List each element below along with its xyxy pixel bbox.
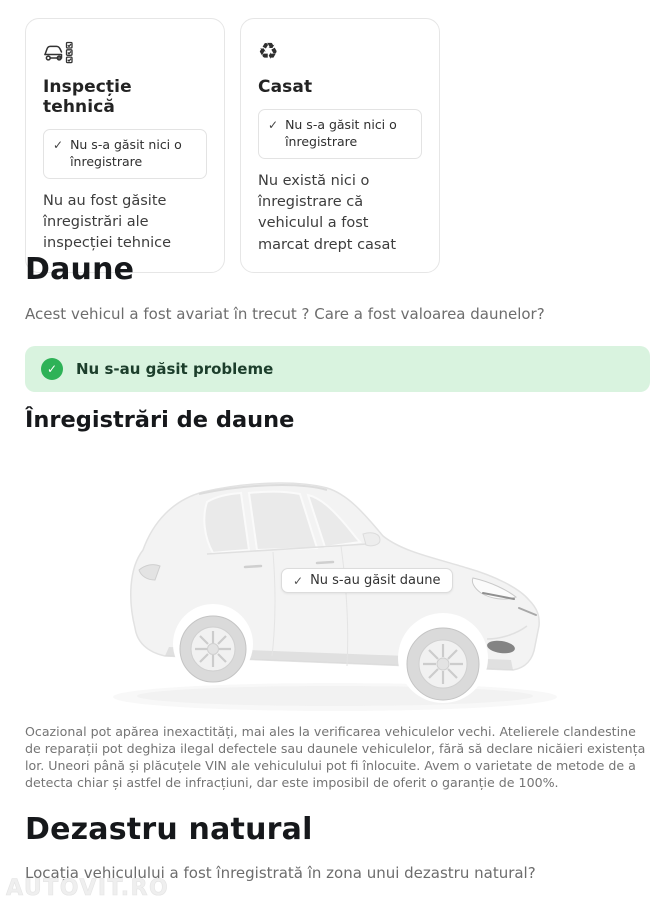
badge-label: Nu s-a găsit nici o înregistrare	[285, 117, 397, 149]
badge-label: Nu s-a găsit nici o înregistrare	[70, 137, 182, 169]
green-check-icon: ✓	[41, 358, 63, 380]
front-wheel	[407, 628, 479, 700]
status-badge	[43, 129, 207, 179]
autovit-watermark: AUTOVIT.RO	[6, 876, 170, 901]
card-title: Casat	[258, 77, 313, 97]
car-illustration	[95, 450, 565, 718]
card-technical-inspection	[25, 18, 225, 273]
banner-label: Nu s-au găsit probleme	[76, 360, 274, 378]
disaster-section-title: Dezastru natural	[25, 812, 313, 847]
rear-wheel	[180, 616, 246, 682]
damages-question: Acest vehicul a fost avariat în trecut ? Care a fost valoarea daunelor?	[25, 305, 545, 323]
pill-label: Nu s-au găsit daune	[310, 573, 441, 588]
disaster-question: Locația vehiculului a fost înregistrată în zona unui dezastru natural?	[25, 864, 536, 882]
card-title: Inspecție tehnică	[43, 77, 132, 117]
card-description: Nu au fost găsite înregistrări ale inspecției tehnice	[43, 192, 172, 252]
no-problems-banner	[25, 346, 650, 392]
recycle-icon: ♻	[258, 38, 279, 65]
car-checklist-icon	[43, 38, 207, 66]
check-icon: ✓	[268, 118, 279, 132]
damages-section-title: Daune	[25, 252, 135, 287]
card-scrapped	[240, 18, 440, 273]
check-icon: ✓	[53, 138, 64, 152]
damage-records-title: Înregistrări de daune	[25, 407, 295, 433]
status-badge	[258, 109, 422, 159]
card-description: Nu există nici o înregistrare că vehiculul a fost marcat drept casat	[258, 172, 397, 253]
check-icon: ✓	[293, 573, 304, 588]
summary-cards-row	[25, 18, 440, 273]
accuracy-disclaimer: Ocazional pot apărea inexactități, mai ales la verificarea vehiculelor vechi. Atelierele clandestine de reparații pot deghiza ilegal defectele sau daunele vehiculelor, fără să declare nicăieri existența lor. Uneori până și plăcuțele VIN ale vehiculului pot fi înlocuite. Avem o varietate de metode de a detecta chiar și astfel de infracțiuni, dar este imposibil de oferit o garanție de 100%.	[25, 724, 646, 790]
no-damage-pill	[281, 568, 453, 593]
